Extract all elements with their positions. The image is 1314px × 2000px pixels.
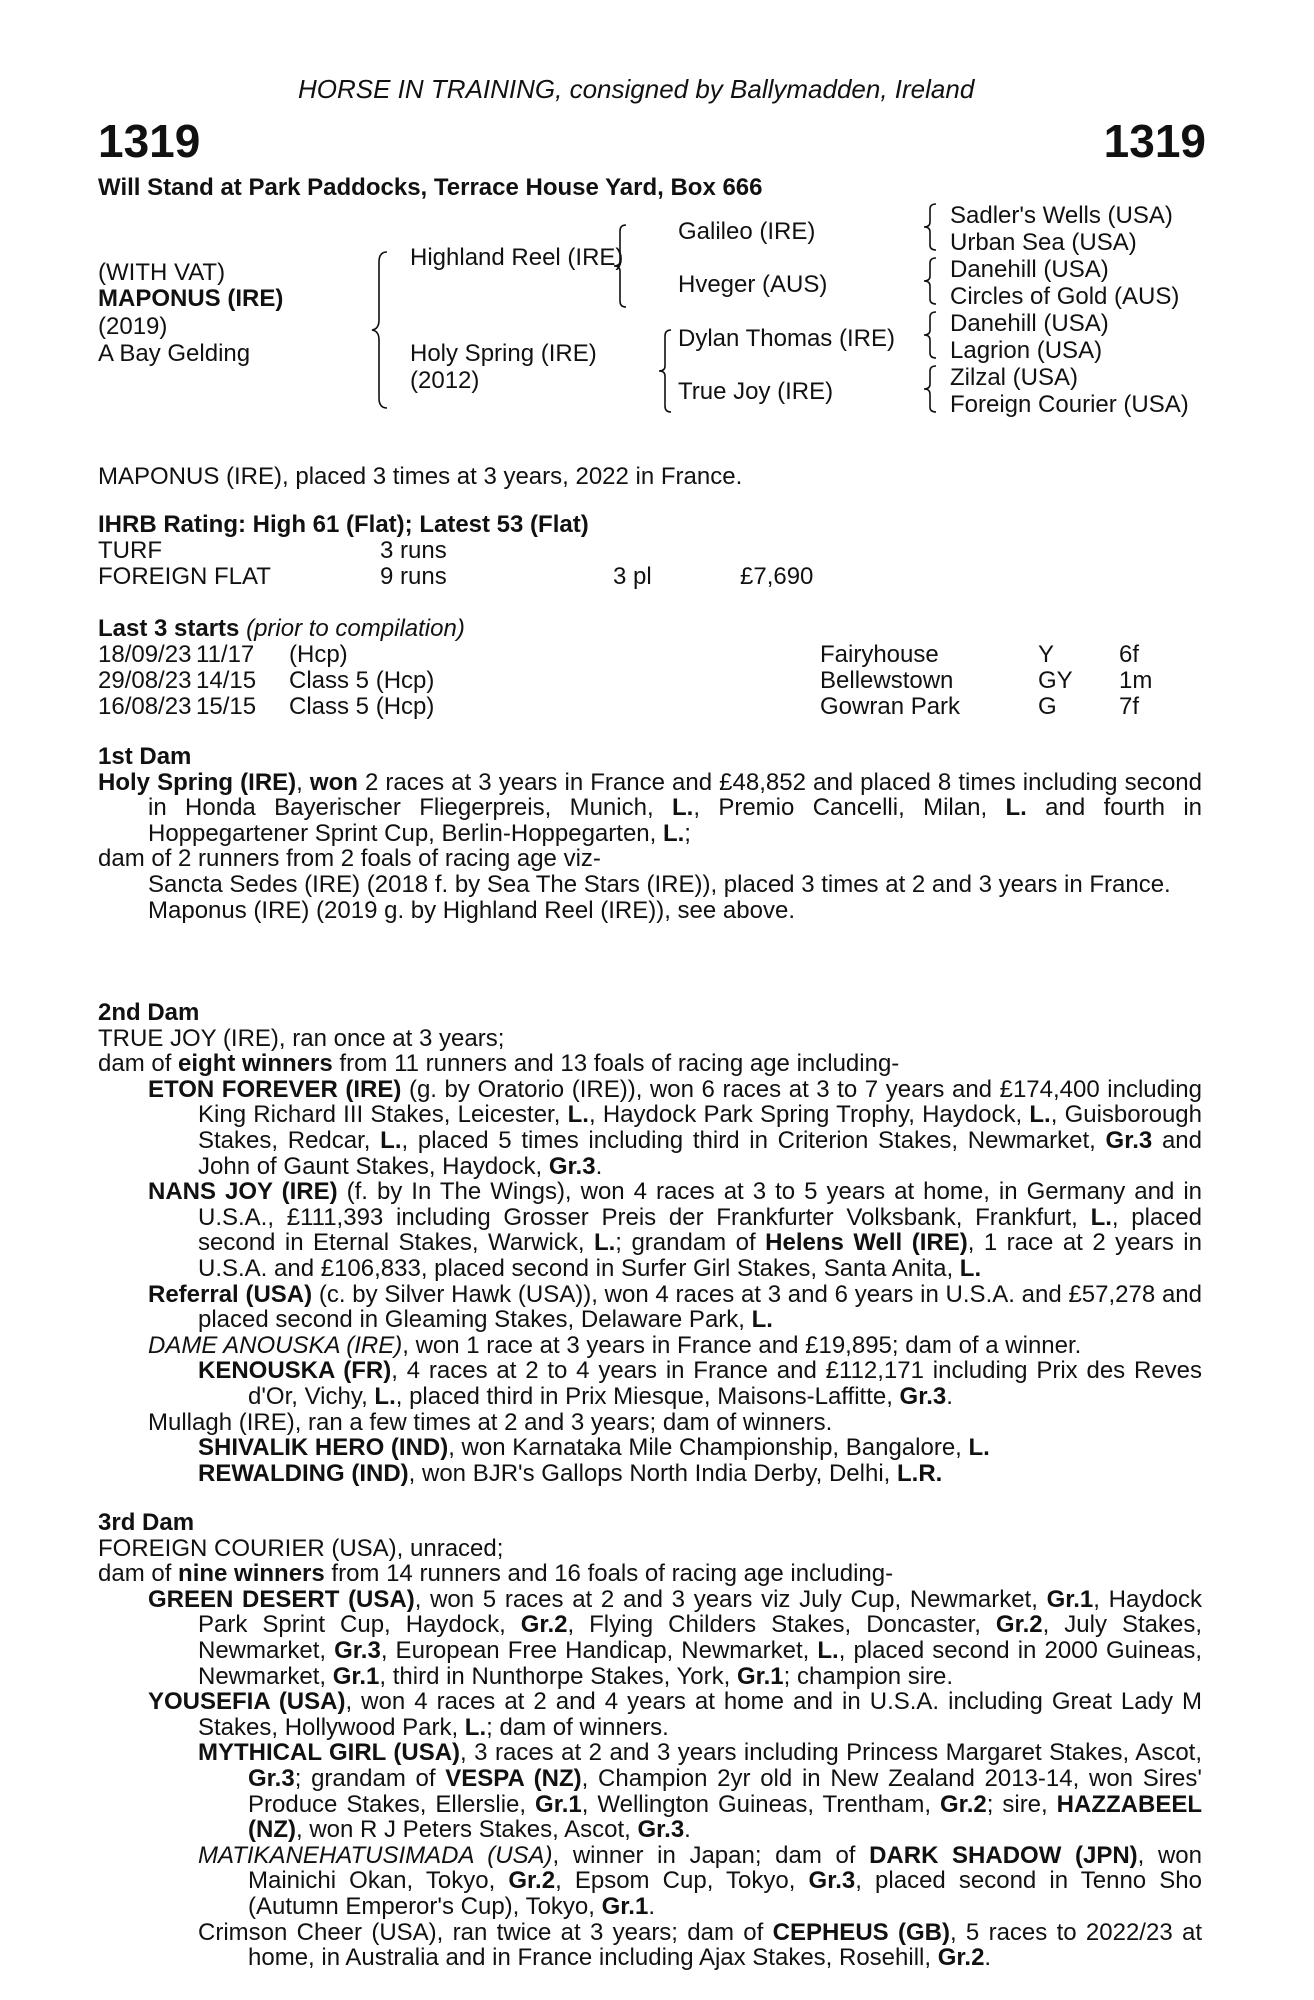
pedigree-sire-sire: Galileo (IRE) [678, 218, 816, 245]
pedigree-bracket-gg1 [922, 202, 938, 252]
start-race: Class 5 (Hcp) [289, 667, 435, 694]
dam-line: TRUE JOY (IRE), ran once at 3 years; [98, 1024, 505, 1052]
pedigree-gg-5: Danehill (USA) [950, 310, 1109, 337]
pedigree-bracket-gg3 [922, 310, 938, 360]
rating-row-prize: £7,690 [740, 563, 814, 590]
start-distance: 6f [1119, 641, 1140, 668]
vat-note: (WITH VAT) [98, 259, 226, 286]
start-position: 11/17 [196, 641, 255, 668]
lot-number-left: 1319 [98, 115, 201, 167]
start-race: (Hcp) [289, 641, 348, 668]
produce-entry: REWALDING (IND), won BJR's Gallops North India Derby, Delhi, L.R. [198, 1459, 943, 1487]
last-starts-title: Last 3 starts [98, 615, 240, 642]
pedigree-dam-dam: True Joy (IRE) [678, 378, 834, 405]
produce-entry: GREEN DESERT (USA), won 5 races at 2 and 3 years viz July Cup, Newmarket, Gr.1, Haydock Park Sprint Cup, Haydock, Gr.2, Flying Childers Stakes, Doncaster, Gr.2, July Stakes, Newmarket, Gr.3, European Free Handicap, Newmarket, L., placed second in 2000 Guineas, Newmarket, Gr.1, third in Nunthorpe Stakes, York, Gr.1; champion sire. [148, 1585, 1203, 1690]
last-starts-note: (prior to compilation) [246, 615, 465, 642]
rating-row-placed: 3 pl [613, 563, 652, 590]
rating-row-label: TURF [98, 537, 162, 564]
start-going: Y [1038, 641, 1055, 668]
foal-entry: Sancta Sedes (IRE) (2018 f. by Sea The Stars (IRE)), placed 3 times at 2 and 3 years in France. [148, 870, 1171, 898]
start-position: 15/15 [196, 693, 257, 720]
produce-entry: MATIKANEHATUSIMADA (USA), winner in Japan; dam of DARK SHADOW (JPN), won Mainichi Okan, Tokyo, Gr.2, Epsom Cup, Tokyo, Gr.3, placed second in Tenno Sho (Autumn Emperor's Cup), Tokyo, Gr.1. [198, 1841, 1202, 1920]
race-summary: MAPONUS (IRE), placed 3 times at 3 years, 2022 in France. [98, 463, 743, 490]
third-dam-section [98, 1510, 1202, 1971]
start-race: Class 5 (Hcp) [289, 693, 435, 720]
consignment-line: HORSE IN TRAINING, consigned by Ballymadden, Ireland [298, 74, 975, 104]
produce-entry: KENOUSKA (FR), 4 races at 2 to 4 years in France and £112,171 including Prix des Reves d'Or, Vichy, L., placed third in Prix Miesque, Maisons-Laffitte, Gr.3. [198, 1357, 1202, 1410]
start-distance: 1m [1119, 667, 1153, 694]
dam-line: FOREIGN COURIER (USA), unraced; [98, 1534, 504, 1562]
start-course: Bellewstown [820, 667, 954, 694]
dam-produce-line: dam of eight winners from 11 runners and 13 foals of racing age including- [98, 1050, 900, 1078]
rating-title: IHRB Rating: High 61 (Flat); Latest 53 (Flat) [98, 511, 589, 538]
dam-entry: Holy Spring (IRE), won 2 races at 3 years in France and £48,852 and placed 8 times including second in Honda Bayerischer Fliegerpreis, Munich, L., Premio Cancelli, Milan, L. and fourth in Hoppegartener Sprint Cup, Berlin-Hoppegarten, L.; [98, 768, 1202, 847]
last-starts-heading [98, 616, 465, 642]
pedigree-bracket-gg2 [922, 256, 938, 306]
horse-year: (2019) [98, 313, 168, 340]
pedigree-gg-7: Zilzal (USA) [950, 364, 1079, 391]
produce-entry: ETON FOREVER (IRE) (g. by Oratorio (IRE)), won 6 races at 3 to 7 years and £174,400 including King Richard III Stakes, Leicester, L., Haydock Park Spring Trophy, Haydock, L., Guisborough Stakes, Redcar, L., placed 5 times including third in Criterion Stakes, Newmarket, Gr.3 and John of Gaunt Stakes, Haydock, Gr.3. [148, 1075, 1203, 1180]
start-going: G [1038, 693, 1057, 720]
pedigree-dam-year: (2012) [410, 367, 480, 394]
produce-entry: NANS JOY (IRE) (f. by In The Wings), won 4 races at 3 to 5 years at home, in Germany and in U.S.A., £111,393 including Grosser Preis der Frankfurter Volksbank, Frankfurt, L., placed second in Eternal Stakes, Warwick, L.; grandam of Helens Well (IRE), 1 race at 2 years in U.S.A. and £106,833, placed second in Surfer Girl Stakes, Santa Anita, L. [148, 1178, 1203, 1282]
section-title: 3rd Dam [98, 1509, 195, 1536]
pedigree-bracket-dam [657, 328, 673, 414]
second-dam-section [98, 1000, 1202, 1486]
pedigree-gg-3: Danehill (USA) [950, 256, 1109, 283]
pedigree-bracket-main [370, 250, 390, 410]
start-course: Fairyhouse [820, 641, 939, 668]
rating-row-runs: 9 runs [380, 563, 447, 590]
dam-produce-line: dam of 2 runners from 2 foals of racing age viz- [98, 845, 601, 873]
first-dam-section [98, 744, 1202, 923]
produce-entry: DAME ANOUSKA (IRE), won 1 race at 3 years in France and £19,895; dam of a winner. [148, 1331, 1082, 1359]
produce-entry: MYTHICAL GIRL (USA), 3 races at 2 and 3 years including Princess Margaret Stakes, Ascot, Gr.3; grandam of VESPA (NZ), Champion 2yr old in New Zealand 2013-14, won Sires' Produce Stakes, Ellerslie, Gr.1, Wellington Guineas, Trentham, Gr.2; sire, HAZZABEEL (NZ), won R J Peters Stakes, Ascot, Gr.3. [198, 1739, 1202, 1844]
produce-entry: Crimson Cheer (USA), ran twice at 3 years; dam of CEPHEUS (GB), 5 races to 2022/23 at home, in Australia and in France including Ajax Stakes, Rosehill, Gr.2. [198, 1918, 1202, 1972]
produce-entry: Referral (USA) (c. by Silver Hawk (USA)), won 4 races at 3 and 6 years in U.S.A. and £57,278 and placed second in Gleaming Stakes, Delaware Park, L. [148, 1280, 1202, 1334]
pedigree-sire-dam: Hveger (AUS) [678, 271, 828, 298]
pedigree-dam-sire: Dylan Thomas (IRE) [678, 325, 895, 352]
pedigree-gg-4: Circles of Gold (AUS) [950, 283, 1180, 310]
dam-name: Holy Spring (IRE) [98, 768, 297, 796]
pedigree-sire: Highland Reel (IRE) [410, 244, 624, 271]
stand-location: Will Stand at Park Paddocks, Terrace House Yard, Box 666 [98, 174, 763, 201]
section-title: 2nd Dam [98, 999, 200, 1026]
produce-entry: SHIVALIK HERO (IND), won Karnataka Mile Championship, Bangalore, L. [198, 1434, 990, 1462]
start-position: 14/15 [196, 667, 257, 694]
lot-number-right: 1319 [1103, 115, 1206, 167]
dam-produce-line: dam of nine winners from 14 runners and 16 foals of racing age including- [98, 1560, 894, 1588]
start-date: 16/08/23 [98, 693, 192, 720]
produce-entry: Mullagh (IRE), ran a few times at 2 and 3 years; dam of winners. [148, 1408, 833, 1436]
horse-name: MAPONUS (IRE) [98, 285, 284, 312]
start-going: GY [1038, 667, 1073, 694]
rating-row-runs: 3 runs [380, 537, 447, 564]
start-date: 29/08/23 [98, 667, 192, 694]
produce-entry: YOUSEFIA (USA), won 4 races at 2 and 4 years at home and in U.S.A. including Great Lady M Stakes, Hollywood Park, L.; dam of winners. [148, 1688, 1202, 1741]
foal-entry: Maponus (IRE) (2019 g. by Highland Reel (IRE)), see above. [148, 896, 795, 924]
pedigree-gg-1: Sadler's Wells (USA) [950, 202, 1173, 229]
pedigree-dam: Holy Spring (IRE) [410, 340, 597, 367]
horse-description: A Bay Gelding [98, 340, 251, 367]
section-title: 1st Dam [98, 743, 192, 770]
pedigree-bracket-gg4 [922, 364, 938, 414]
start-course: Gowran Park [820, 693, 961, 720]
start-distance: 7f [1119, 693, 1140, 720]
pedigree-gg-6: Lagrion (USA) [950, 337, 1103, 364]
start-date: 18/09/23 [98, 641, 192, 668]
pedigree-gg-2: Urban Sea (USA) [950, 229, 1137, 256]
rating-row-label: FOREIGN FLAT [98, 563, 271, 590]
pedigree-gg-8: Foreign Courier (USA) [950, 391, 1189, 418]
